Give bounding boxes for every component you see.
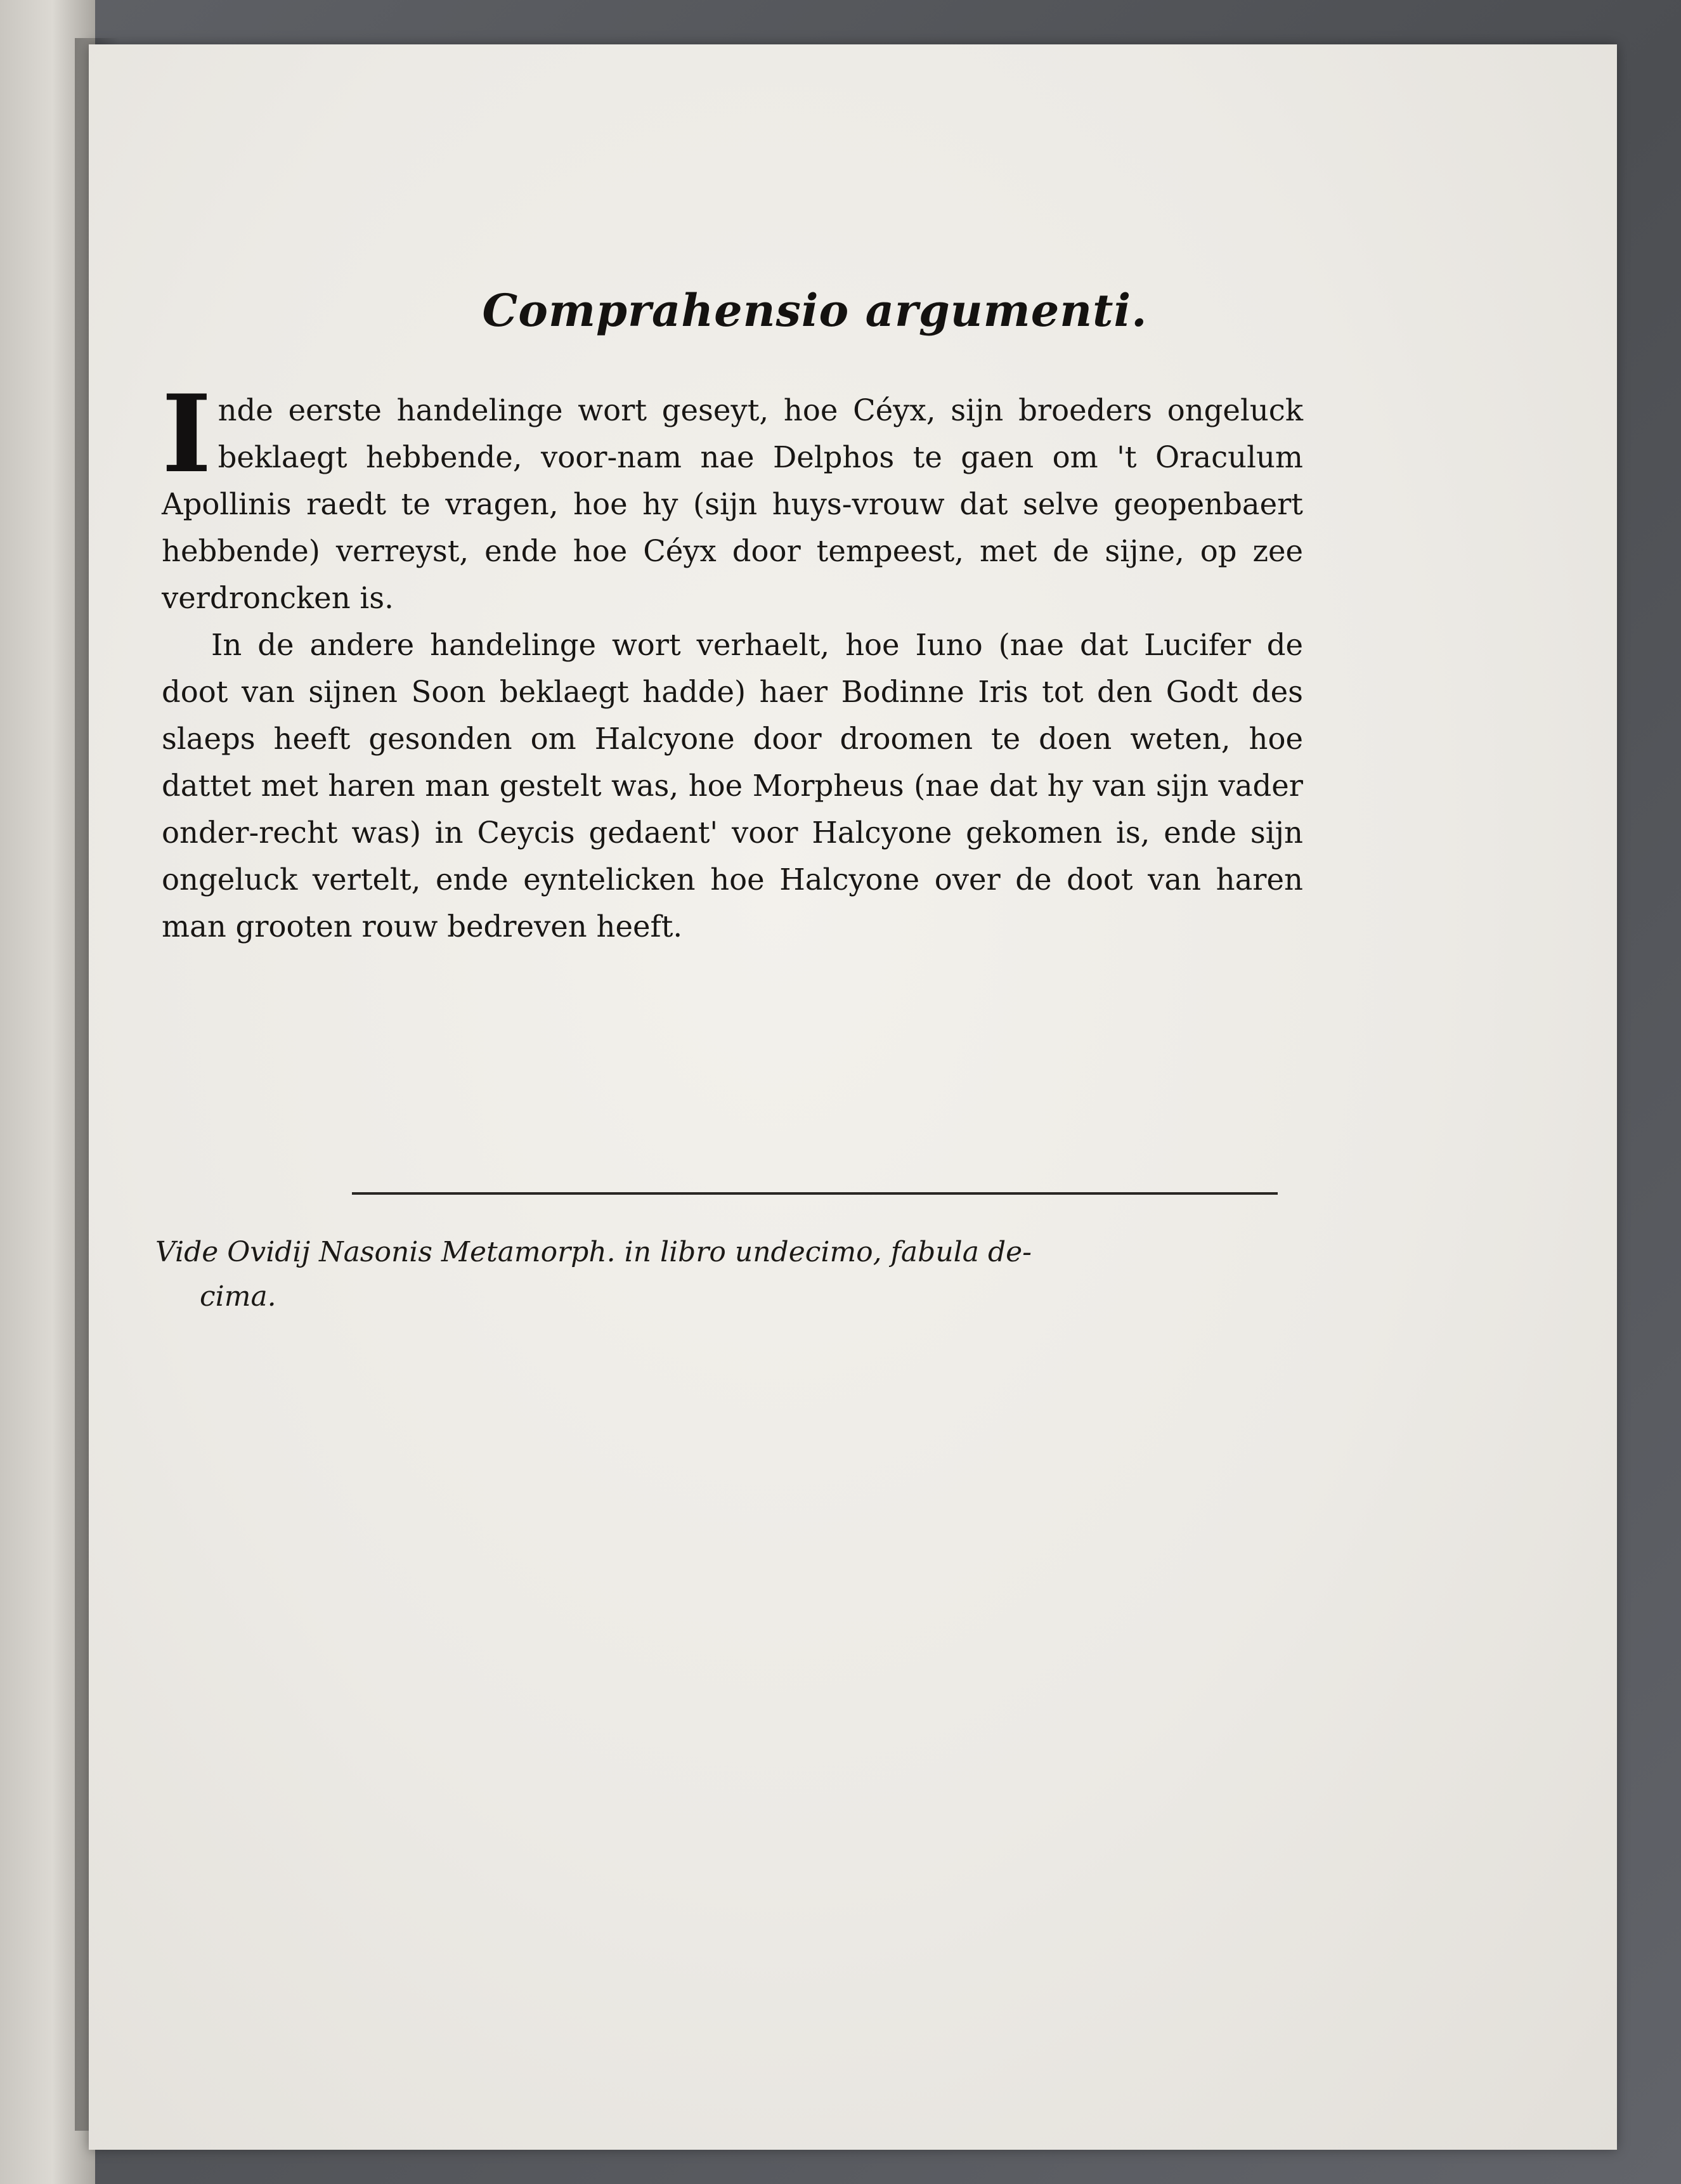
source-reference-line-2: cima. — [200, 1280, 276, 1313]
divider-rule — [352, 1192, 1278, 1195]
source-reference-line-1: Vide Ovidij Nasonis Metamorph. in libro undecimo, fabula de- — [155, 1236, 1032, 1268]
paragraph-first — [162, 371, 1303, 621]
source-reference — [155, 1230, 1328, 1319]
drop-cap: I — [162, 371, 212, 497]
paragraph-first-text: nde eerste handelinge wort geseyt, hoe Céyx, sijn broeders ongeluck beklaegt hebbende, voor-nam nae Delphos te gaen om 't Oraculum Apollinis raedt te vragen, hoe hy (sijn huys-vrouw dat selve geopenbaert hebbende) verreyst, ende hoe Céyx door tempeest, met de sijne, op zee verdroncken is. — [162, 393, 1303, 615]
book-page — [89, 44, 1617, 2150]
paragraph-second: In de andere handelinge wort verhaelt, hoe Iuno (nae dat Lucifer de doot van sijnen Soon beklaegt hadde) haer Bodinne Iris tot den Godt des slaeps heeft gesonden om Halcyone door droomen te doen weten, hoe dattet met haren man gestelt was, hoe Morpheus (nae dat hy van sijn vader onder-recht was) in Ceycis gedaent' voor Halcyone gekomen is, ende sijn ongeluck vertelt, ende eyntelicken hoe Halcyone over de doot van haren man grooten rouw bedreven heeft. — [162, 628, 1303, 944]
argument-text — [162, 371, 1303, 950]
page-heading: Comprahensio argumenti. — [482, 284, 1148, 337]
